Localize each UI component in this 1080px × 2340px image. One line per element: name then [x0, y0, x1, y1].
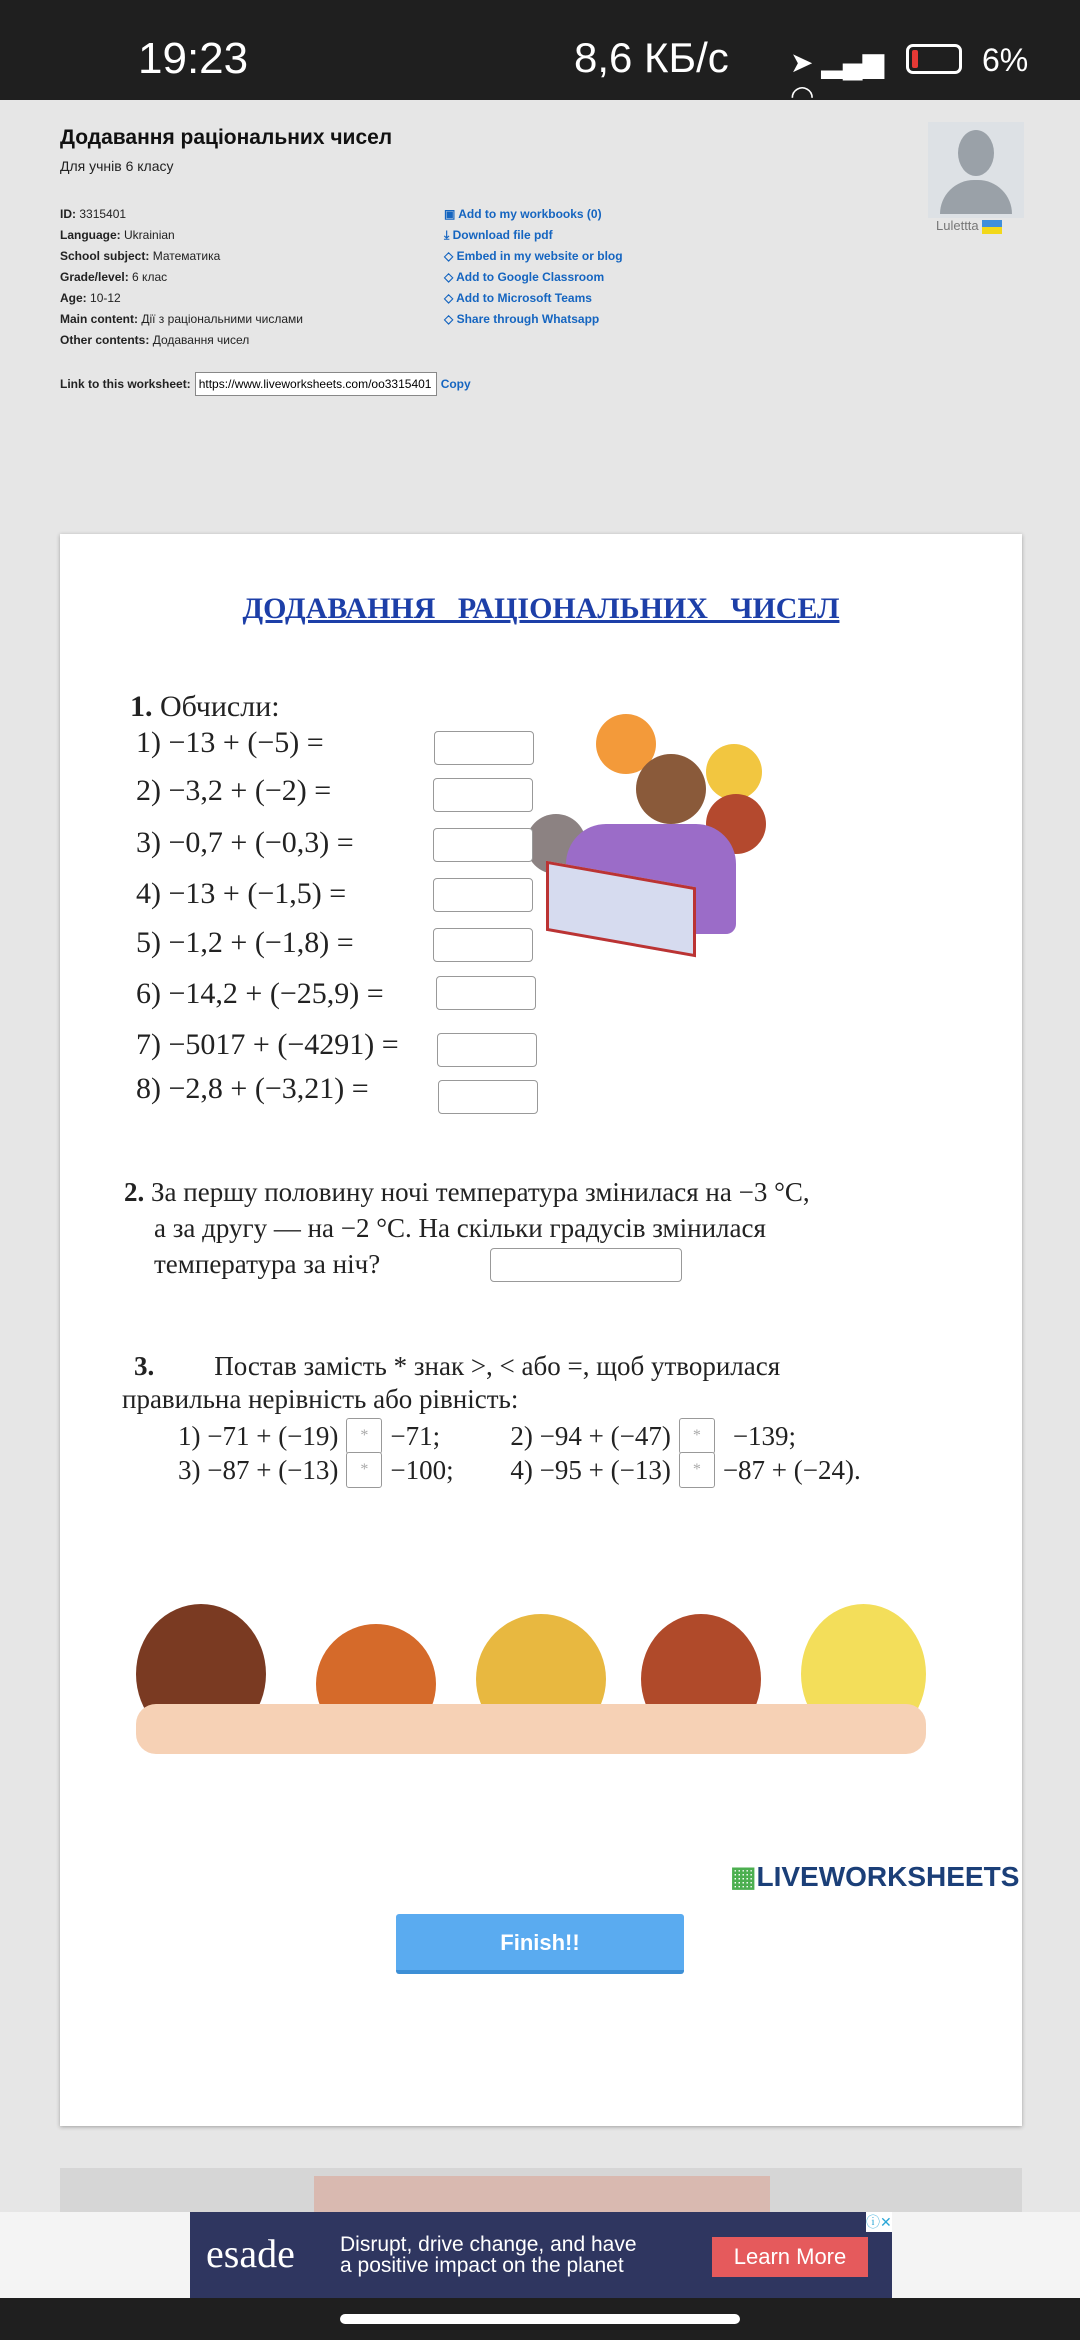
answer-input-4[interactable]	[433, 878, 533, 912]
ex3-sign-input-2[interactable]: *	[679, 1418, 715, 1454]
author-name[interactable]: Luletttа	[936, 218, 1002, 234]
page-subtitle: Для учнів 6 класу	[60, 158, 174, 174]
ex3-sign-input-4[interactable]: *	[679, 1452, 715, 1488]
ex2-text: 2. За першу половину ночі температура змінилася на −3 °С, а за другу — на −2 °С. На скільки градусів змінилася температура за ніч?	[124, 1177, 810, 1279]
ex3-items: 1) −71 + (−19) * −71; 2) −94 + (−47) * −139; 3) −87 + (−13) * −100; 4) −95 + (−13) * −87 + (−24).	[178, 1418, 1008, 1488]
children-faces-illustration	[136, 1594, 936, 1764]
status-bar	[0, 0, 1080, 111]
download-pdf-link[interactable]: ⤓ Download file pdf	[444, 228, 553, 242]
copy-link-button[interactable]: Copy	[440, 377, 471, 391]
home-gesture-handle[interactable]	[340, 2314, 740, 2324]
finish-button[interactable]: Finish!!	[396, 1914, 684, 1974]
microsoft-teams-link[interactable]: ◇ Add to Microsoft Teams	[444, 291, 592, 305]
embed-link[interactable]: ◇ Embed in my website or blog	[444, 249, 623, 263]
ad-brand: esade	[206, 2231, 295, 2276]
answer-input-1[interactable]	[434, 731, 534, 765]
ad-close-icon[interactable]: ⓘ✕	[866, 2214, 892, 2230]
ex1-item: 8) −2,8 + (−3,21) =	[136, 1072, 369, 1105]
answer-input-5[interactable]	[433, 928, 533, 962]
whatsapp-share-link[interactable]: ◇ Share through Whatsapp	[444, 312, 600, 326]
ukraine-flag-icon	[982, 220, 1002, 234]
ex3-sign-input-1[interactable]: *	[346, 1418, 382, 1454]
author-avatar[interactable]	[928, 122, 1024, 218]
battery-percent: 6%	[982, 42, 1029, 78]
google-classroom-link[interactable]: ◇ Add to Google Classroom	[444, 270, 605, 284]
ex1-item: 2) −3,2 + (−2) =	[136, 774, 332, 807]
worksheet-title: ДОДАВАННЯ РАЦІОНАЛЬНИХ ЧИСЕЛ	[242, 592, 840, 625]
worksheet-link-input[interactable]	[195, 372, 437, 396]
ad-text: Disrupt, drive change, and have a positive impact on the planet	[340, 2233, 637, 2277]
ex1-item: 6) −14,2 + (−25,9) =	[136, 977, 384, 1010]
liveworksheets-logo: ▦LIVEWORKSHEETS	[730, 1861, 1020, 1892]
answer-input-2[interactable]	[433, 778, 533, 812]
battery-icon	[906, 44, 962, 74]
answer-input-6[interactable]	[436, 976, 536, 1010]
actions-list	[444, 204, 623, 330]
ex1-title: Обчисли:	[160, 690, 280, 723]
ex1-item: 5) −1,2 + (−1,8) =	[136, 926, 354, 959]
ad-banner[interactable]	[190, 2212, 892, 2298]
network-speed: 8,6 КБ/с	[574, 34, 729, 81]
ex1-item: 7) −5017 + (−4291) =	[136, 1028, 399, 1061]
page-title: Додавання раціональних чисел	[60, 126, 393, 149]
ad-background	[60, 2168, 1022, 2212]
worksheet-meta: ID: 3315401 Language: Ukrainian School subject: Математика Grade/level: 6 клас Age: 10-12 Main content: Дії з раціональними числами Other contents: Додавання чисел	[60, 207, 303, 347]
add-to-workbooks-link[interactable]: ▣ Add to my workbooks (0)	[444, 207, 602, 221]
children-reading-illustration	[526, 714, 806, 954]
ex1-item: 3) −0,7 + (−0,3) =	[136, 826, 354, 859]
navigation-bar	[0, 2298, 1080, 2340]
ex2-answer-input[interactable]	[490, 1248, 682, 1282]
ex1-item: 4) −13 + (−1,5) =	[136, 877, 347, 910]
answer-input-3[interactable]	[433, 828, 533, 862]
clock: 19:23	[138, 34, 249, 83]
ex3-sign-input-3[interactable]: *	[346, 1452, 382, 1488]
link-label: Link to this worksheet:	[60, 377, 191, 391]
signal-icon: ➤ ▂▄▆ ◠	[790, 47, 885, 111]
ad-learn-more-button[interactable]: Learn More	[712, 2237, 868, 2277]
answer-input-7[interactable]	[437, 1033, 537, 1067]
worksheet: ДОДАВАННЯ РАЦІОНАЛЬНИХ ЧИСЕЛ 1. Обчисли: 1) −13 + (−5) = 2) −3,2 + (−2) = 3) −0,7 + (−0,3) = 4) −13 + (−1,5) = 5) −1,2 + (−1,8) = 6) −14,2 + (−25,9) = 7) −5017 + (−4291) = 8) −2,8 + (−3,21) = 2. За першу половину ночі температура змінилася на −3 °С, а за другу — на −2 °С. На скільки градусів змінилася температура за ніч? 3. Постав замість * знак >, < або =, щоб утворилася правильна нерівність або рівність: 1) −71 + (−19) * −71; 2) −94 + (−47) * −139; 3) −87 + (−13) * −100; 4) −95 + (−13) * −87 + (−24). ▦LIVEWORKSHEETS Finish!!	[60, 534, 1022, 2126]
ex3-text: 3. Постав замість * знак >, < або =, щоб утворилася правильна нерівність або рівність:	[122, 1351, 781, 1414]
answer-input-8[interactable]	[438, 1080, 538, 1114]
ex1-item: 1) −13 + (−5) =	[136, 726, 324, 759]
